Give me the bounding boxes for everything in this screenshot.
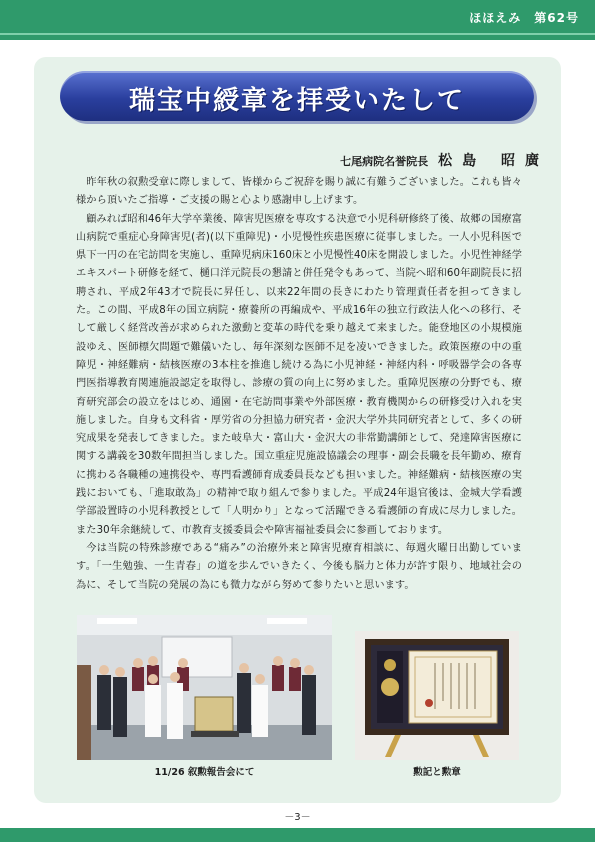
medal-photo-caption: 勲記と勲章 bbox=[413, 767, 461, 778]
author-line bbox=[340, 150, 549, 170]
author-position: 七尾病院名誉院長 bbox=[340, 155, 429, 168]
paragraph-2: 顧みれば昭和46年大学卒業後、障害児医療を専攻する決意で小児科研修終了後、故郷の国療富山病院で重症心身障害児(者)(以下重障児)・小児慢性疾患医療に従事しました。一人小児科医で県下一円の在宅訪問を実施し、重障児病床160床と小児慢性40床を開設しました。小児性神経学エキスパート研修を経て、樋口洋元院長の懇請と併任発令もあって、当院へ昭和60年副院長に招聘され、平成2年43才で院長に昇任し、以来22年間の長きにわたり管理責任者を担ってきました。この間、平成8年の国立病院・療養所の再編成や、平成16年の独立行政法人化への移行、そして厳しく経営改善が求められた激動と変革の時代を乗り越えて来ました。能登地区の小規模施設ゆえ、医師標欠問題で難儀いたし、毎年深刻な医師不足を凌いできました。政策医療の中の重障児・神経難病・結核医療の3本柱を推進し続ける為に小児神経・神経内科・呼吸器学会の各専門医指導教育関連施設認定を取得し、診療の質の向上に努めました。重障児医療の分野でも、療育研究部会の設立をはじめ、通園・在宅訪問事業や外部医療・教育機関からの研修受け入れを実施しました。自身も文科省・厚労省の分担協力研究者・金沢大学外共同研究者として、多くの研究成果を発表してきました。また岐阜大・富山大・金沢大の非常勤講師として、発達障害医療に関する講義を30数年間担当しました。国立重症児施設協議会の理事・副会長職を長年勤め、療育に携わる各職種の連携役や、専門看護師育成委員長なども担いました。神経難病・結核医療の実践においても、「進取敢為」の精神で取り組んで参りました。平成24年退官後は、金城大学看護学部設置時の小児科教授として「人明かり」となって活躍できる看護師の育成に尽力しました。また30年余継続して、市教育支援委員会や障害福祉委員会に参画しております。 bbox=[76, 213, 522, 536]
paragraph-1: 昨年秋の叙勲受章に際しまして、皆様からご祝辞を賜り誠に有難うございました。これも皆々様から頂いたご指導・ご支援の賜と心より感謝申し上げます。 bbox=[76, 177, 522, 207]
title-banner bbox=[60, 71, 534, 121]
author-name: 松島 昭廣 bbox=[438, 153, 549, 169]
group-photo bbox=[77, 615, 332, 760]
medal-photo bbox=[355, 631, 519, 760]
article-body bbox=[76, 174, 522, 595]
article-title: 瑞宝中綬章を拝受いたして bbox=[128, 86, 465, 116]
page-number: －3－ bbox=[284, 812, 311, 823]
footer-bar bbox=[0, 828, 595, 842]
issue-label: ほほえみ 第62号 bbox=[469, 11, 579, 25]
paragraph-3: 今は当院の特殊診療である“痛み”の治療外来と障害児療育相談に、毎週火曜日出勤しています。「一生勉強、一生青春」の道を歩んでいきたく、今後も脳力と体力が許す限り、地域社会の為に、そして当院の発展の為にも微力ながら努めて参りたいと思います。 bbox=[76, 542, 522, 591]
header-bar bbox=[0, 0, 595, 40]
header-divider bbox=[0, 33, 595, 35]
group-photo-caption: 11/26 叙勲報告会にて bbox=[154, 767, 255, 778]
